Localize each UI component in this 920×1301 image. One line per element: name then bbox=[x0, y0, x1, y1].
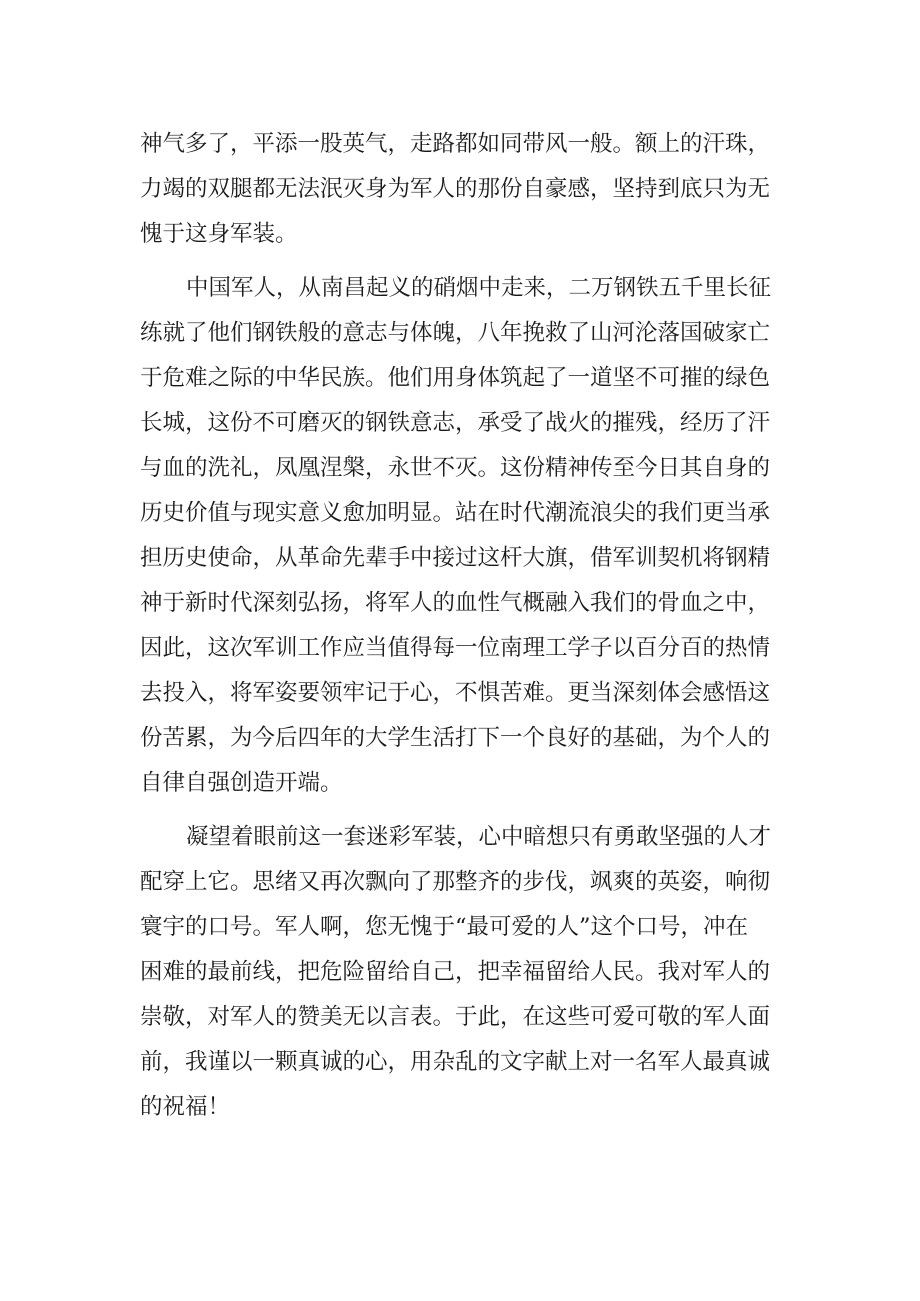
paragraph-2-line-10: 去投入，将军姿要领牢记于心，不惧苦难。更当深刻体会感悟这 bbox=[140, 680, 771, 706]
paragraph-3-line-7: 的祝福！ bbox=[140, 1094, 231, 1120]
paragraph-3-line-3: 寰宇的口号。军人啊，您无愧于“最可爱的人”这个口号，冲在 bbox=[140, 914, 749, 940]
paragraph-2-line-12: 自律自强创造开端。 bbox=[140, 770, 343, 796]
paragraph-3-line-5: 崇敬，对军人的赞美无以言表。于此，在这些可爱可敬的军人面 bbox=[140, 1004, 771, 1030]
paragraph-1-line-1: 神气多了，平添一股英气，走路都如同带风一般。额上的汗珠， bbox=[140, 131, 771, 157]
paragraph-gap bbox=[140, 257, 790, 266]
paragraph-2-line-11: 份苦累，为今后四年的大学生活打下一个良好的基础，为个人的 bbox=[140, 725, 771, 751]
body-text bbox=[140, 122, 790, 1130]
paragraph-2-line-6: 历史价值与现实意义愈加明显。站在时代潮流浪尖的我们更当承 bbox=[140, 500, 771, 526]
paragraph-gap bbox=[140, 806, 790, 815]
paragraph-1-line-3: 愧于这身军装。 bbox=[140, 221, 298, 247]
paragraph-2-line-5: 与血的洗礼，凤凰涅槃，永世不灭。这份精神传至今日其自身的 bbox=[140, 455, 771, 481]
paragraph-2-line-1: 中国军人，从南昌起义的硝烟中走来，二万钢铁五千里长征 bbox=[186, 275, 772, 301]
paragraph-2-line-4: 长城，这份不可磨灭的钢铁意志，承受了战火的摧残，经历了汗 bbox=[140, 410, 771, 436]
paragraph-2-line-9: 因此，这次军训工作应当值得每一位南理工学子以百分百的热情 bbox=[140, 635, 771, 661]
paragraph-3-line-4: 困难的最前线，把危险留给自己，把幸福留给人民。我对军人的 bbox=[140, 959, 771, 985]
paragraph-2-line-3: 于危难之际的中华民族。他们用身体筑起了一道坚不可摧的绿色 bbox=[140, 365, 771, 391]
paragraph-3-line-6: 前，我谨以一颗真诚的心，用杂乱的文字献上对一名军人最真诚 bbox=[140, 1049, 771, 1075]
paragraph-1-line-2: 力竭的双腿都无法泯灭身为军人的那份自豪感，坚持到底只为无 bbox=[140, 176, 771, 202]
paragraph-3-line-1: 凝望着眼前这一套迷彩军装，心中暗想只有勇敢坚强的人才 bbox=[186, 824, 772, 850]
paragraph-2-line-2: 练就了他们钢铁般的意志与体魄，八年挽救了山河沦落国破家亡 bbox=[140, 320, 771, 346]
paragraph-2-line-8: 神于新时代深刻弘扬，将军人的血性气概融入我们的骨血之中， bbox=[140, 590, 771, 616]
paragraph-2-line-7: 担历史使命，从革命先辈手中接过这杆大旗，借军训契机将钢精 bbox=[140, 545, 771, 571]
paragraph-3-line-2: 配穿上它。思绪又再次飘向了那整齐的步伐，飒爽的英姿，响彻 bbox=[140, 869, 771, 895]
